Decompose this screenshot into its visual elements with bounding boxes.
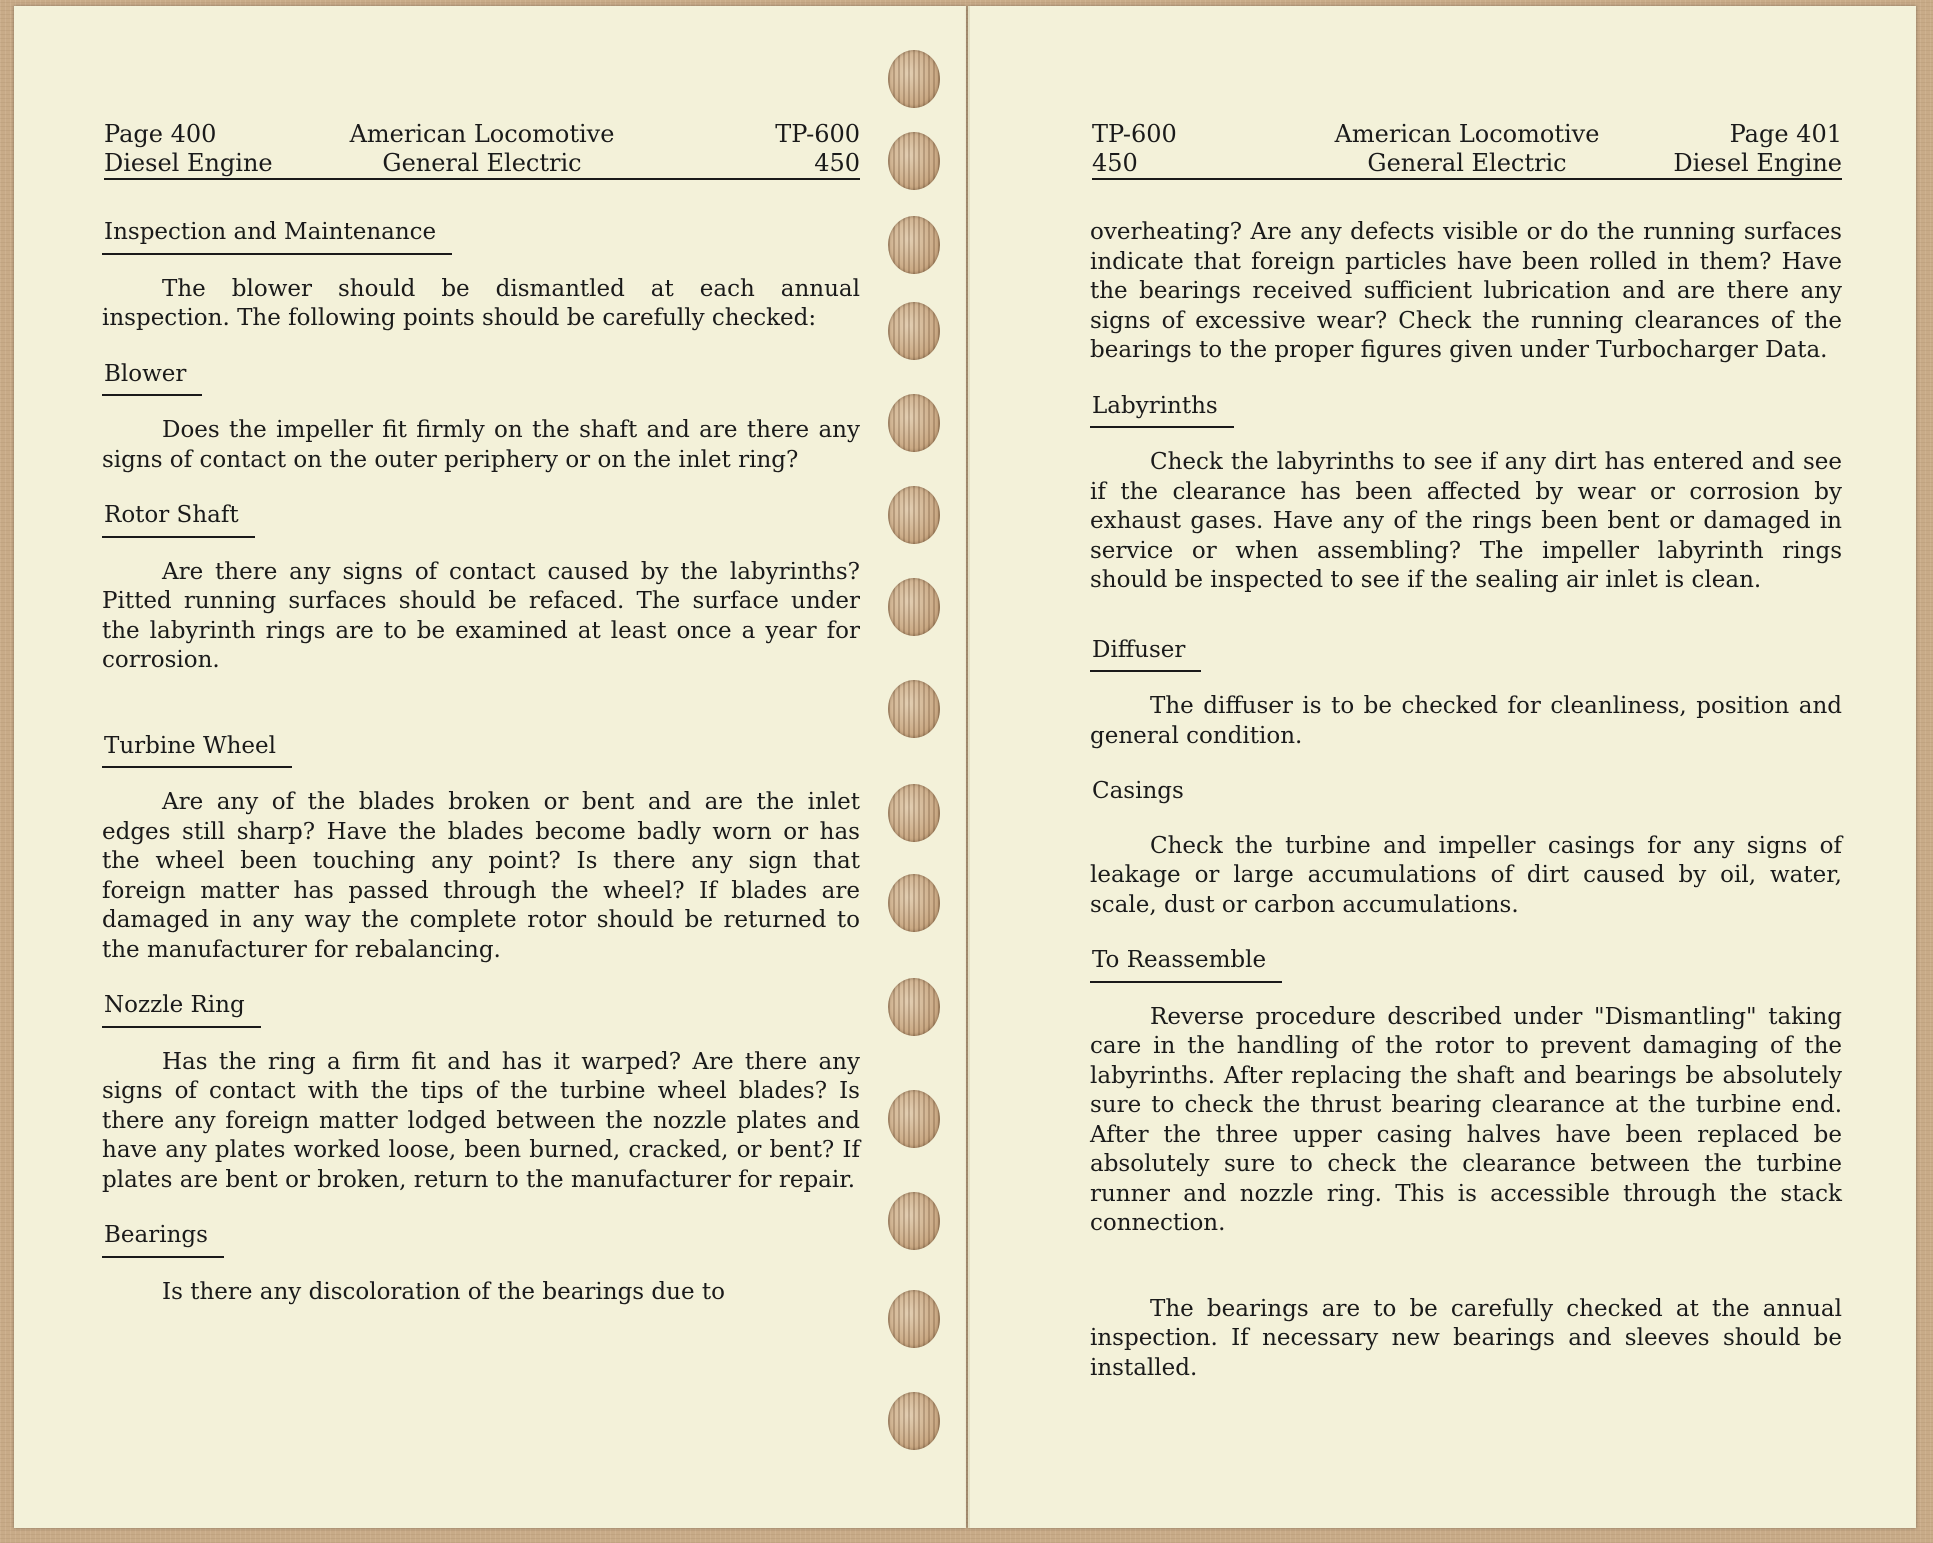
section-heading: Rotor Shaft (102, 501, 255, 538)
binder-hole (888, 978, 940, 1036)
section-heading: Turbine Wheel (102, 732, 292, 769)
section-heading: Casings (1092, 778, 1184, 804)
left-page-content (102, 218, 860, 1307)
binder-hole (888, 132, 940, 190)
section-heading: Labyrinths (1090, 392, 1234, 429)
binder-hole (888, 1090, 940, 1148)
binder-hole (888, 1392, 940, 1450)
section-heading: Nozzle Ring (102, 991, 261, 1028)
header-model: TP-600 (1092, 120, 1177, 148)
section-paragraph: Are any of the blades broken or bent and are the inlet edges still sharp? Have the blades become badly worn or has the wheel been touching any point? Is there any sign that foreign matter has passed through the wheel? If blades are damaged in any way the complete rotor should be returned to the manufacturer for rebalancing. (102, 789, 860, 963)
binder-hole (888, 680, 940, 738)
header-subject: Diesel Engine (1673, 149, 1842, 177)
header-model: TP-600 (775, 120, 860, 148)
right-page (968, 6, 1916, 1528)
binder-hole (888, 394, 940, 452)
section-heading: Bearings (102, 1221, 224, 1258)
closing-paragraph: The bearings are to be carefully checked at the annual inspection. If necessary new bearings and sleeves should be installed. (1090, 1295, 1842, 1381)
section-heading: To Reassemble (1090, 946, 1282, 983)
section-paragraph: The diffuser is to be checked for cleanliness, position and general condition. (1090, 693, 1842, 749)
binder-hole (888, 874, 940, 932)
header-company-sub: General Electric (382, 149, 582, 177)
page-number: Page 401 (1729, 120, 1842, 148)
section-paragraph: Is there any discoloration of the bearings due to (162, 1278, 725, 1305)
header-right-block (775, 120, 860, 178)
binder-hole (888, 1192, 940, 1250)
header-company-sub: General Electric (1367, 149, 1567, 177)
left-page-header (104, 116, 860, 180)
header-model-sub: 450 (1092, 149, 1138, 177)
section-paragraph: Has the ring a firm fit and has it warped? Are there any signs of contact with the tips of the turbine wheel blades? Is there any foreign matter lodged between the nozzle plates and have any plates worked loose, been burned, cracked, or bent? If plates are bent or broken, return to the manufacturer for repair. (102, 1048, 860, 1193)
right-page-header (1092, 116, 1842, 180)
header-model-sub: 450 (814, 149, 860, 177)
page-number: Page 400 (104, 120, 217, 148)
section-paragraph: Check the labyrinths to see if any dirt has entered and see if the clearance has been affected by wear or corrosion by exhaust gases. Have any of the rings been bent or damaged in service or when assembling? The impeller labyrinth rings should be inspected to see if the sealing air inlet is clean. (1090, 449, 1842, 593)
header-center-block (104, 120, 860, 178)
section-paragraph: Reverse procedure described under "Dismantling" taking care in the handling of the rotor to prevent damaging of the labyrinths. After replacing the shaft and bearings be absolutely sure to check the thrust bearing clearance at the turbine end. After the three upper casing halves have been replaced be absolutely sure to check the clearance between the turbine runner and nozzle ring. This is accessible through the stack connection. (1090, 1003, 1842, 1236)
binder-hole (888, 1290, 940, 1348)
right-page-content (1090, 218, 1842, 1383)
binder-hole (888, 302, 940, 360)
binder-hole (888, 50, 940, 108)
binder-hole (888, 486, 940, 544)
header-company: American Locomotive (349, 120, 615, 148)
header-subject: Diesel Engine (104, 149, 273, 177)
left-page (14, 6, 966, 1528)
section-paragraph: Check the turbine and impeller casings for any signs of leakage or large accumulations of dirt caused by oil, water, scale, dust or carbon accumulations. (1090, 832, 1842, 918)
binder-holes-left (888, 40, 944, 1510)
binder-hole (888, 216, 940, 274)
header-company: American Locomotive (1334, 120, 1600, 148)
section-paragraph: The blower should be dismantled at each annual inspection. The following points should be carefully checked: (102, 275, 860, 331)
binder-hole (888, 784, 940, 842)
section-heading: Diffuser (1090, 636, 1201, 673)
section-paragraph: Does the impeller fit firmly on the shaft and are there any signs of contact on the outer periphery or on the inlet ring? (102, 417, 860, 473)
section-paragraph: Are there any signs of contact caused by the labyrinths? Pitted running surfaces should be refaced. The surface under the labyrinth rings are to be examined at least once a year for corrosion. (102, 558, 860, 673)
header-right-block (1673, 120, 1842, 178)
continued-paragraph: overheating? Are any defects visible or do the running surfaces indicate that foreign particles have been rolled in them? Have the bearings received sufficient lubrication and are there any signs of excessive wear? Check the running clearances of the bearings to the proper figures given under Turbocharger Data. (1090, 219, 1842, 363)
section-heading: Inspection and Maintenance (102, 218, 452, 255)
section-heading: Blower (102, 360, 202, 397)
binder-hole (888, 578, 940, 636)
